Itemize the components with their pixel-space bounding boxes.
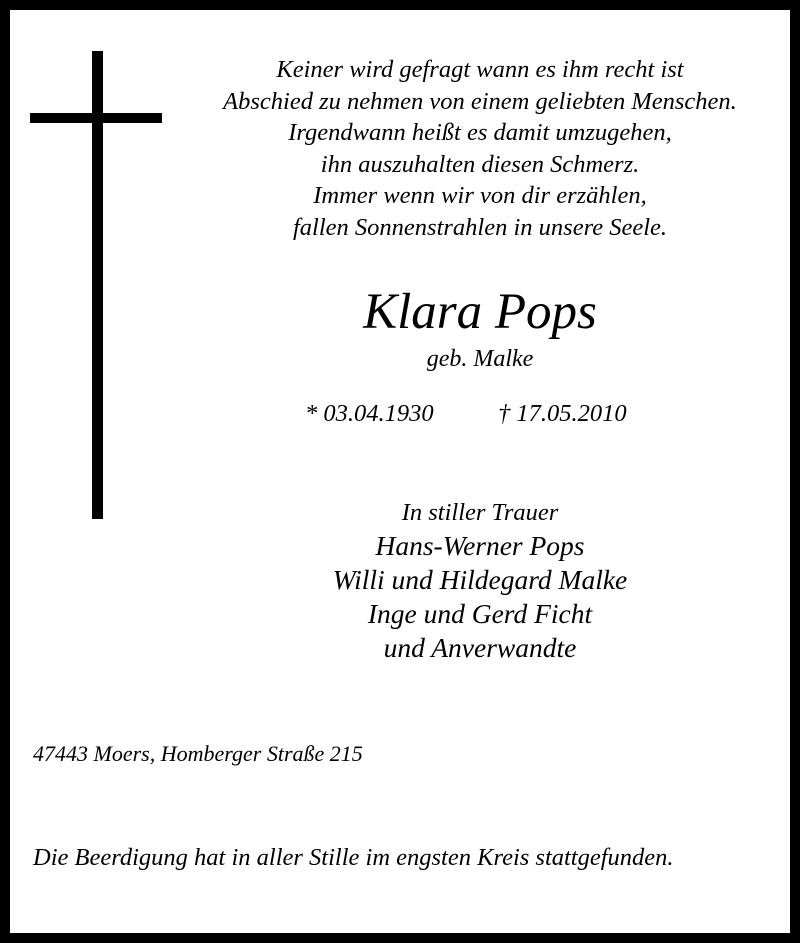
mourner-name: Inge und Gerd Ficht xyxy=(367,598,593,629)
birth-date: * 03.04.1930 xyxy=(305,400,434,427)
mourner-name: Hans-Werner Pops xyxy=(375,530,585,561)
poem-line: fallen Sonnenstrahlen in unsere Seele. xyxy=(293,213,667,241)
deceased-name: Klara Pops xyxy=(363,284,597,340)
maiden-name: geb. Malke xyxy=(426,346,534,372)
poem-line: Irgendwann heißt es damit umzugehen, xyxy=(288,119,672,146)
mourners-block xyxy=(160,496,800,665)
funeral-note: Die Beerdigung hat in aller Stille im engsten Kreis stattgefunden. xyxy=(33,844,674,871)
poem-line: Immer wenn wir von dir erzählen, xyxy=(313,182,647,209)
cross-horizontal-bar xyxy=(30,113,162,123)
poem-line: ihn auszuhalten diesen Schmerz. xyxy=(320,150,640,178)
memorial-poem xyxy=(160,54,800,243)
mourners-heading: In stiller Trauer xyxy=(401,499,559,526)
family-address: 47443 Moers, Homberger Straße 215 xyxy=(33,741,363,766)
mourner-name: und Anverwandte xyxy=(383,632,577,663)
poem-line: Keiner wird gefragt wann es ihm recht ist xyxy=(276,56,684,83)
mourner-name: Willi und Hildegard Malke xyxy=(332,564,628,595)
death-date: † 17.05.2010 xyxy=(498,400,627,427)
poem-line: Abschied zu nehmen von einem geliebten Menschen. xyxy=(223,87,737,115)
